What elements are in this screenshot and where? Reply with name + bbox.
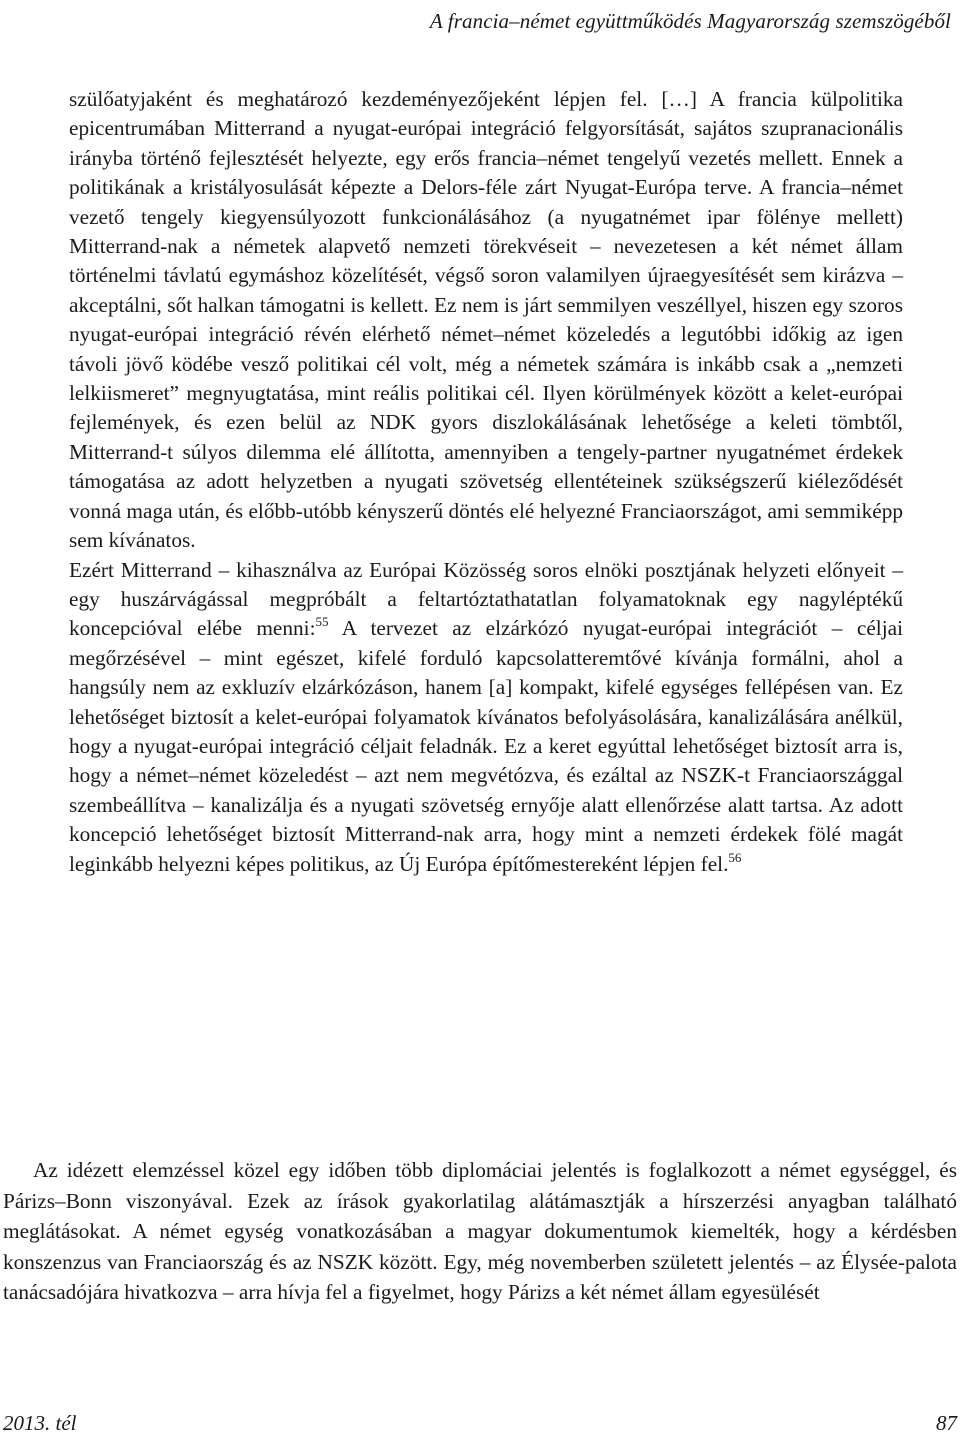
footnote-reference[interactable]: 55 bbox=[315, 614, 329, 630]
quote-paragraph: szülőatyjaként és meghatározó kezdeményezőjeként lépjen fel. […] A francia külpolitika epicentrumában Mitterrand a nyugat-európai integráció felgyorsítását, sajátos szupranacionális irányba történő fejlesztését helyezte, egy erős francia–német tengelyű vezetés mellett. Ennek a politikának a kristályosulását képezte a Delors-féle zárt Nyugat-Európa terve. A francia–német vezető tengely kiegyensúlyozott funkcionálásához (a nyugatnémet ipar fölénye mellett) Mitterrand-nak a németek alapvető nemzeti törekvéseit – nevezetesen a két német állam történelmi távlatú egymáshoz közelítését, végső soron valamilyen újraegyesítését sem kirázva – akceptálni, sőt halkan támogatni is kellett. Ez nem is járt semmilyen veszéllyel, hiszen egy szoros nyugat-európai integráció révén elérhető német–német közeledés a legutóbbi időkig az igen távoli jövő ködébe vesző politikai cél volt, még a németek számára is inkább csak a „nemzeti lelkiismeret” megnyugtatása, mint reális politikai cél. Ilyen körülmények között a kelet-európai fejlemények, és ezen belül az NDK gyors diszlokálásának lehetősége a keleti tömbtől, Mitterrand-t súlyos dilemma elé állította, amennyiben a tengely-partner nyugatnémet érdekek támogatása az adott helyzetben a nyugati szövetség ellentéteinek szükségszerű kiéleződését vonná maga után, és előbb-utóbb kényszerű döntés elé helyezné Franciaországot, ami semmiképp sem kívánatos. bbox=[69, 87, 903, 553]
footnote-reference[interactable]: 56 bbox=[728, 849, 742, 865]
body-paragraph: Az idézett elemzéssel közel egy időben több diplomáciai jelentés is foglalkozott a német egységgel, és Párizs–Bonn viszonyával. Ezek az írások gyakorlatilag alátámasztják a hírszerzési anyagban található meglátásokat. A német egység vonatkozásában a magyar dokumentumok kiemelték, hogy a kérdésben konszenzus van Franciaország és az NSZK között. Egy, még novemberben született jelentés – az Élysée-palota tanácsadójára hivatkozva – arra hívja fel a figyelmet, hogy Párizs a két német állam egyesülését bbox=[3, 1158, 957, 1305]
quote-text: A tervezet az elzárkózó nyugat-európai integrációt – céljai megőrzésével – mint egészet, kifelé forduló kapcsolatteremtővé kívánja formálni, ahol a hangsúly nem az exkluzív elzárkózáson, hanem [a] kompakt, kifelé egységes fellépésen van. Ez lehetőséget biztosít a kelet-európai folyamatok kívánatos befolyásolására, kanalizálására anélkül, hogy a nyugat-európai integráció céljait feladnák. Ez a keret egyúttal lehetőséget biztosít arra is, hogy a német–német közeledést – azt nem megvétózva, és ezáltal az NSZK-t Franciaországgal szembeállítva – kanalizálja és a nyugati szövetség ernyője alatt ellenőrzése alatt tartsa. Az adott koncepció lehetőséget biztosít Mitterrand-nak arra, hogy mint a nemzeti érdekek fölé magát leginkább helyezni képes politikus, az Új Európa építőmestereként lépjen fel. bbox=[69, 616, 903, 876]
footer-issue: 2013. tél bbox=[3, 1411, 77, 1435]
block-quote bbox=[69, 85, 903, 879]
page-number: 87 bbox=[936, 1411, 957, 1435]
main-text bbox=[3, 1155, 957, 1308]
running-header-title: A francia–német együttműködés Magyarország szemszögéből bbox=[429, 9, 951, 33]
quote-text: Ezért Mitterrand – kihasználva az Európai Közösség soros elnöki posztjának helyzeti előnyeit – egy huszárvágással megpróbált a feltartóztathatatlan folyamatoknak egy nagyléptékű koncepcióval elébe menni: bbox=[69, 557, 903, 641]
quote-paragraph bbox=[69, 556, 903, 879]
